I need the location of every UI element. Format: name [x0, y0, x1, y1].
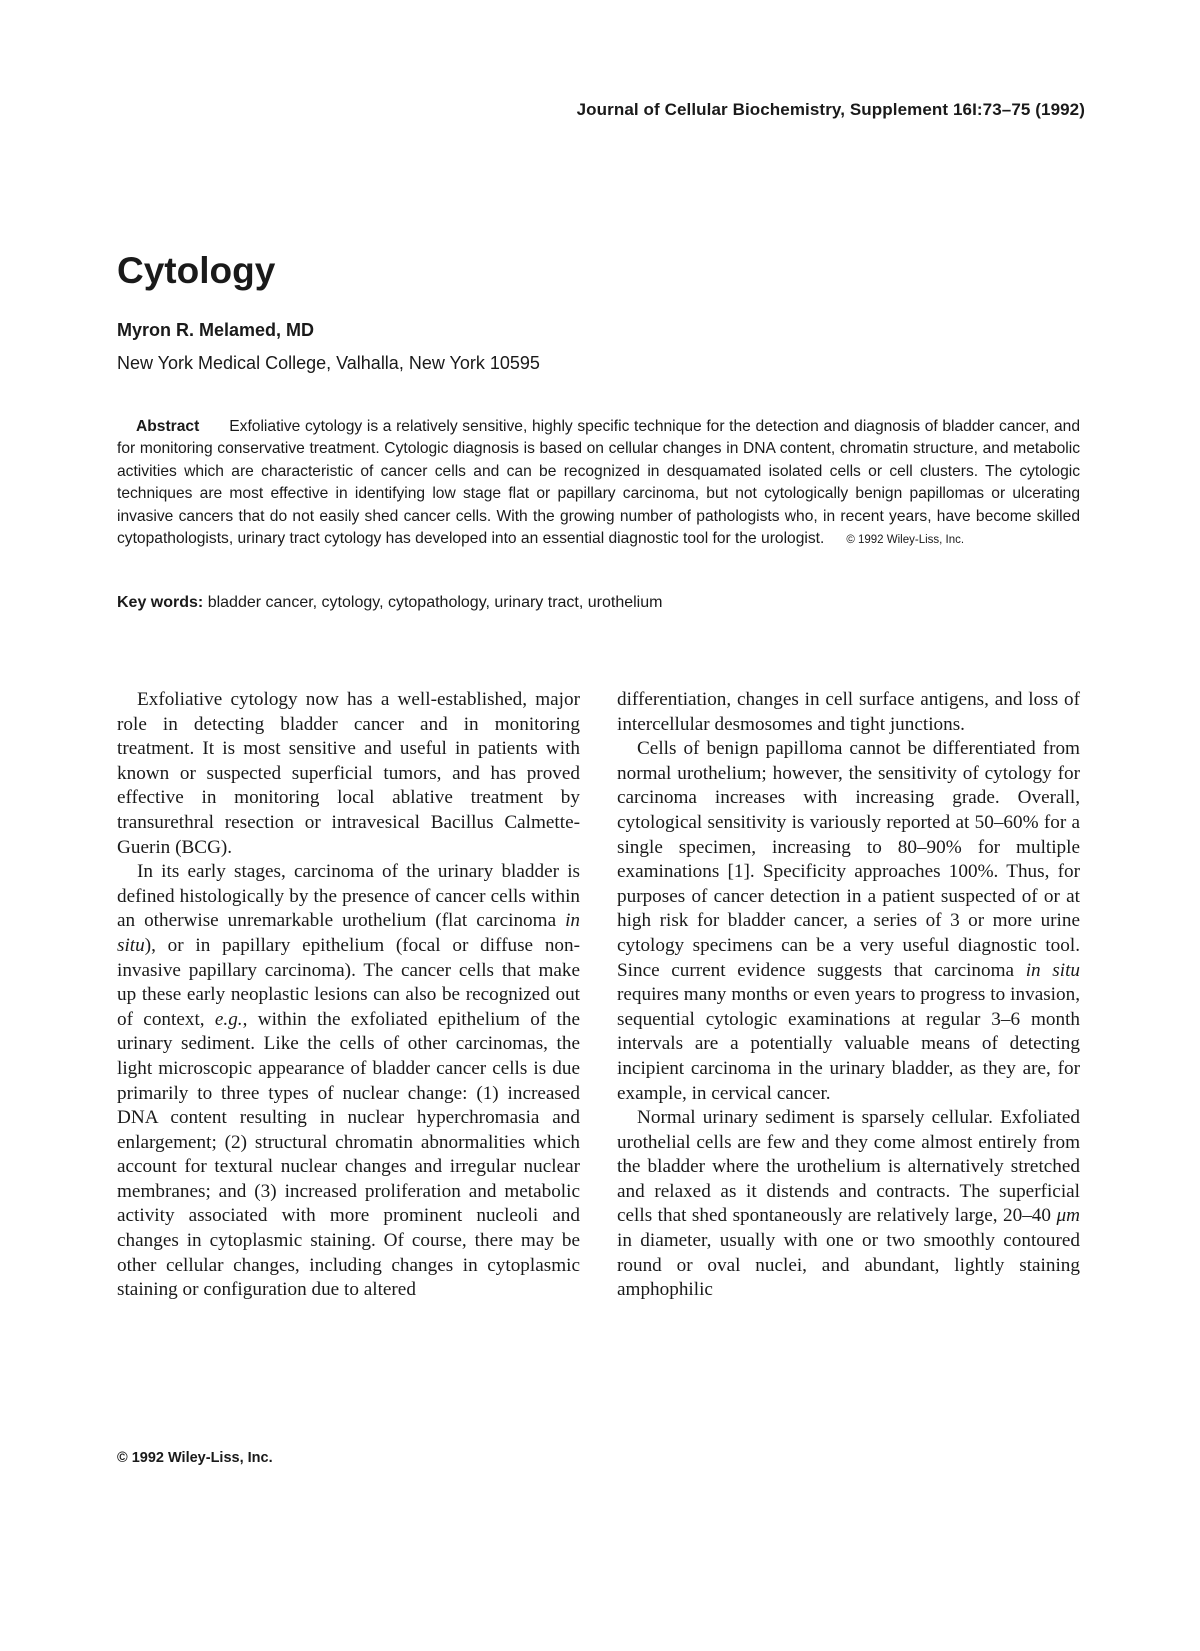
body-text: , within the exfoliated epithelium of the urinary sediment. Like the cells of other carcinomas, the light microscopic appearance of bladder cancer cells is due primarily to three types of nuclear change: (1) increased DNA content resulting in nuclear hyperchromasia and enlargement; (2) structural chromatin abnormalities which account for textural nuclear changes and irregular nuclear membranes; and (3) increased proliferation and metabolic activity associated with more prominent nucleoli and changes in cytoplasmic staining. Of course, there may be other cellular changes, including changes in cytoplasmic staining or configuration due to altered: [117, 1008, 580, 1301]
abstract-label: Abstract: [136, 418, 200, 435]
body-paragraph: [117, 860, 580, 1303]
keywords-label: Key words:: [117, 594, 204, 611]
body-text: requires many months or even years to progress to invasion, sequential cytologic examinations at regular 3–6 month intervals are a potentially valuable means of detecting incipient carcinoma in the urinary bladder, as they are, for example, in cervical cancer.: [617, 984, 1080, 1104]
author-name: Myron R. Melamed, MD: [117, 320, 315, 340]
running-head: Journal of Cellular Biochemistry, Supplement 16I:73–75 (1992): [576, 100, 1085, 119]
body-column-left: [117, 688, 580, 1303]
keywords-text: bladder cancer, cytology, cytopathology, urinary tract, urothelium: [207, 594, 663, 611]
body-paragraph: [617, 1106, 1080, 1303]
body-text-italic: in situ: [117, 910, 580, 956]
body-text: in diameter, usually with one or two smoothly contoured round or oval nuclei, and abundant, lightly staining amphophilic: [617, 1230, 1080, 1301]
body-text: ), or in papillary epithelium (focal or diffuse non-invasive papillary carcinoma). The cancer cells that make up these early neoplastic lesions can also be recognized out of context,: [117, 934, 580, 1030]
footer-copyright: © 1992 Wiley-Liss, Inc.: [117, 1450, 273, 1466]
article-title: Cytology: [117, 250, 276, 291]
body-text-italic: e.g.: [214, 1008, 243, 1030]
body-text-italic: μm: [1056, 1205, 1080, 1227]
body-paragraph: differentiation, changes in cell surface antigens, and loss of intercellular desmosomes and tight junctions.: [617, 689, 1080, 735]
abstract: [117, 416, 1080, 551]
body-text: Cells of benign papilloma cannot be differentiated from normal urothelium; however, the sensitivity of cytology for carcinoma increases with increasing grade. Overall, cytological sensitivity is variously reported at 50–60% for a single specimen, increasing to 80–90% for multiple examinations [1]. Specificity approaches 100%. Thus, for purposes of cancer detection in a patient suspected of or at high risk for bladder cancer, a series of 3 or more urine cytology specimens can be a very useful diagnostic tool. Since current evidence suggests that carcinoma: [617, 738, 1080, 981]
author-affiliation: New York Medical College, Valhalla, New York 10595: [117, 353, 540, 373]
abstract-copyright: © 1992 Wiley-Liss, Inc.: [846, 534, 965, 547]
body-column-right: [617, 688, 1080, 1303]
body-paragraph: Exfoliative cytology now has a well-established, major role in detecting bladder cancer and in monitoring treatment. It is most sensitive and useful in patients with known or suspected superficial tumors, and has proved effective in monitoring local ablative treatment by transurethral resection or intravesical Bacillus Calmette-Guerin (BCG).: [117, 689, 580, 858]
body-text: In its early stages, carcinoma of the urinary bladder is defined histologically by the presence of cancer cells within an otherwise unremarkable urothelium (flat carcinoma: [117, 861, 580, 932]
keywords: [117, 594, 662, 612]
body-paragraph: [617, 737, 1080, 1106]
body-text-italic: in situ: [1025, 959, 1080, 981]
body-text: Normal urinary sediment is sparsely cellular. Exfoliated urothelial cells are few and they come almost entirely from the bladder where the urothelium is alternatively stretched and relaxed as it distends and contracts. The superficial cells that shed spontaneously are relatively large, 20–40: [617, 1107, 1080, 1227]
abstract-text: Exfoliative cytology is a relatively sensitive, highly specific technique for the detection and diagnosis of bladder cancer, and for monitoring conservative treatment. Cytologic diagnosis is based on cellular changes in DNA content, chromatin structure, and metabolic activities which are characteristic of cancer cells and can be recognized in desquamated isolated cells or cell clusters. The cytologic techniques are most effective in identifying low stage flat or papillary carcinoma, but not cytologically benign papillomas or ulcerating invasive cancers that do not easily shed cancer cells. With the growing number of pathologists who, in recent years, have become skilled cytopathologists, urinary tract cytology has developed into an essential diagnostic tool for the urologist.: [117, 418, 1080, 548]
